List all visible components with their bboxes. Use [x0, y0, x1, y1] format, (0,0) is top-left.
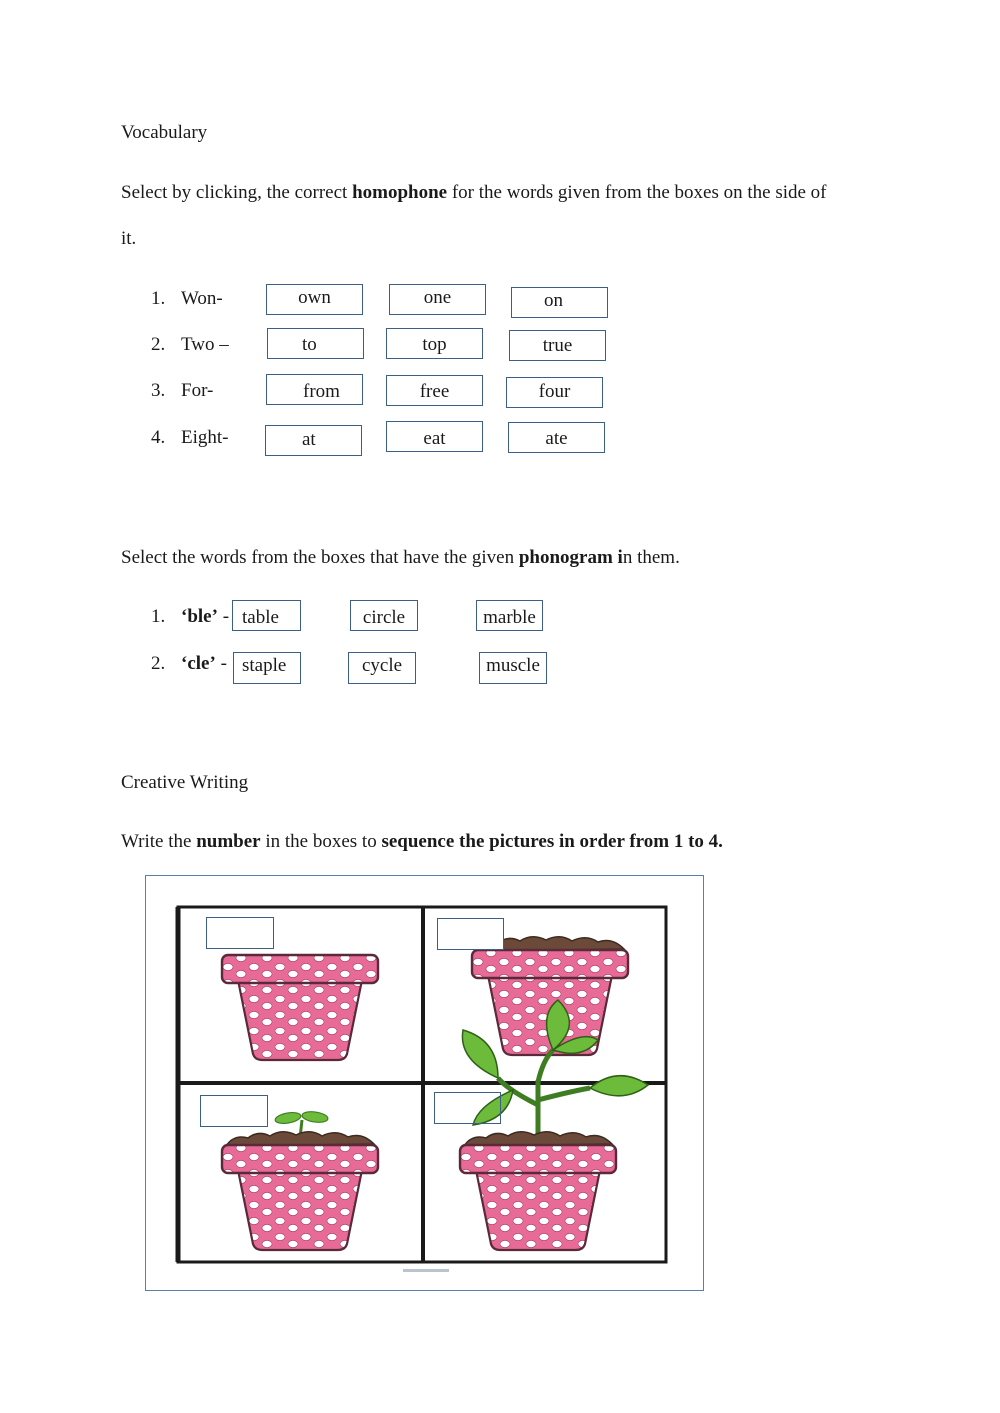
item-number: 2. [151, 653, 166, 674]
option-box[interactable] [479, 652, 547, 684]
option-box[interactable] [265, 425, 362, 456]
instruction-bold: sequence the pictures in order from 1 to 4. [381, 831, 723, 852]
option-label: free [419, 381, 450, 402]
option-label: at [302, 429, 316, 450]
instruction-text: Select by clicking, the correct [121, 182, 353, 203]
section-heading-creative-writing: Creative Writing [121, 772, 249, 793]
option-label: eat [423, 428, 446, 449]
option-box[interactable] [389, 284, 486, 315]
option-box[interactable] [511, 287, 608, 318]
sequence-answer-box[interactable] [200, 1095, 268, 1127]
option-box[interactable] [266, 284, 363, 315]
homophone-instruction [121, 183, 827, 202]
option-label: circle [362, 607, 406, 628]
item-number: 1. [151, 606, 166, 627]
instruction-bold: phonogram i [518, 547, 623, 568]
item-number: 3. [151, 380, 166, 401]
option-label: marble [483, 607, 536, 628]
option-box[interactable] [508, 422, 605, 453]
option-box[interactable] [266, 374, 363, 405]
given-word: Eight- [181, 427, 229, 448]
option-box[interactable] [386, 328, 483, 359]
item-number: 1. [151, 288, 166, 309]
option-label: true [542, 335, 573, 356]
option-box[interactable] [386, 421, 483, 452]
instruction-bold: number [196, 831, 261, 852]
phonogram-dash: - [215, 653, 227, 674]
credit-mark [403, 1269, 449, 1272]
instruction-text: for the words given from the boxes on the side of [447, 182, 827, 203]
option-label: cycle [361, 655, 403, 676]
option-label: ate [545, 428, 568, 449]
instruction-text: in the boxes to [260, 831, 382, 852]
section-heading-vocabulary: Vocabulary [121, 122, 208, 143]
option-box[interactable] [232, 600, 301, 631]
sequence-answer-box[interactable] [437, 918, 504, 950]
option-box[interactable] [476, 600, 543, 631]
option-label: from [303, 381, 340, 402]
option-label: table [242, 607, 279, 628]
given-word: Two – [181, 334, 229, 355]
homophone-instruction-wrap: it. [121, 228, 137, 249]
option-box[interactable] [350, 600, 418, 631]
phonogram-dash: - [217, 606, 230, 627]
instruction-bold: homophone [352, 182, 448, 203]
option-label: four [538, 381, 571, 402]
phonogram-prompt [181, 654, 227, 673]
option-box[interactable] [506, 377, 603, 408]
option-label: one [423, 287, 452, 308]
option-label: own [298, 287, 331, 308]
option-label: top [422, 334, 447, 355]
sequence-answer-box[interactable] [206, 917, 274, 949]
phonogram-sound: ‘cle’ [181, 653, 216, 674]
option-box[interactable] [233, 652, 301, 684]
phonogram-prompt [181, 607, 229, 626]
option-box[interactable] [348, 652, 416, 684]
sequence-instruction [121, 832, 723, 851]
instruction-text: Write the [121, 831, 197, 852]
item-number: 4. [151, 427, 166, 448]
instruction-text: n them. [622, 547, 680, 568]
option-label: staple [242, 655, 287, 676]
option-box[interactable] [267, 328, 364, 359]
option-label: muscle [486, 655, 540, 676]
option-box[interactable] [386, 375, 483, 406]
option-label: to [302, 334, 317, 355]
phonogram-instruction [121, 548, 680, 567]
given-word: Won- [181, 288, 223, 309]
given-word: For- [181, 380, 214, 401]
sequence-answer-box[interactable] [434, 1092, 501, 1124]
item-number: 2. [151, 334, 166, 355]
phonogram-sound: ‘ble’ [181, 606, 218, 627]
option-label: on [544, 290, 563, 311]
option-box[interactable] [509, 330, 606, 361]
instruction-text: Select the words from the boxes that have the given [121, 547, 519, 568]
